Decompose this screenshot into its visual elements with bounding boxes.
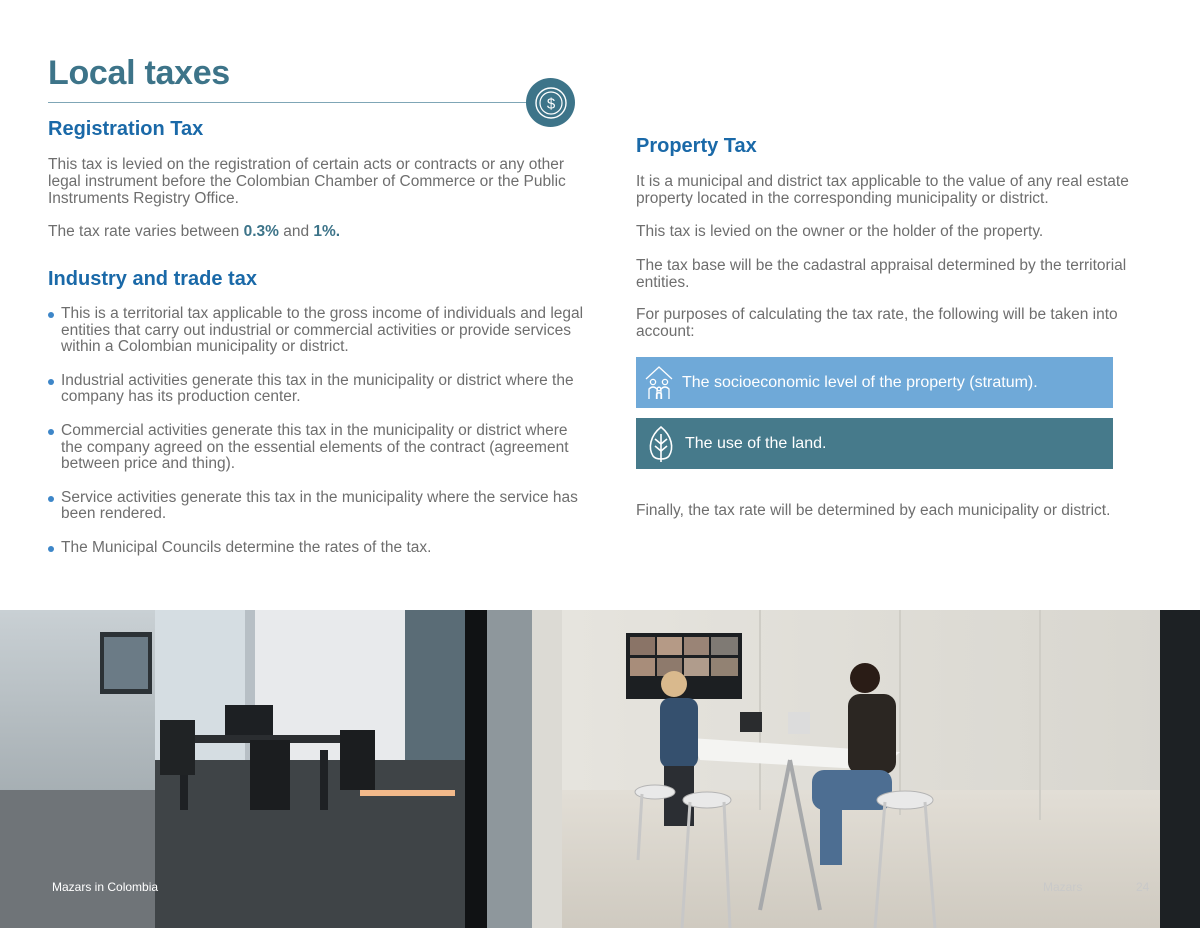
list-item: This is a territorial tax applicable to the gross income of individuals and legal entities that carry out industrial or commercial activities or provide services within a Colombian municipality or district. (48, 306, 588, 356)
stratum-factor-box (636, 357, 1113, 408)
leaf-icon (636, 418, 685, 469)
industry-trade-tax-heading: Industry and trade tax (48, 268, 257, 290)
family-icon (636, 357, 682, 408)
rate-and: and (278, 223, 314, 240)
property-tax-base: The tax base will be the cadastral appraisal determined by the territorial entities. (636, 257, 1127, 291)
stratum-factor-label: The socioeconomic level of the property (stratum). (682, 373, 1038, 391)
page-number: 24 (1136, 880, 1150, 894)
list-item: Service activities generate this tax in the municipality where the service has been rendered. (48, 490, 588, 523)
land-use-factor-label: The use of the land. (685, 434, 827, 452)
page-title: Local taxes (48, 54, 230, 92)
list-item: Industrial activities generate this tax in the municipality or district where the company has its production center. (48, 373, 588, 406)
rate-prefix: The tax rate varies between (48, 223, 244, 240)
rate-low: 0.3% (243, 223, 279, 240)
registration-tax-description: This tax is levied on the registration of certain acts or contracts or any other legal instrument before the Colombian Chamber of Commerce or the Public Instruments Registry Office. (48, 156, 566, 207)
bullet-icon (48, 546, 54, 552)
registration-tax-rate (48, 223, 578, 240)
property-tax-definition: It is a municipal and district tax applicable to the value of any real estate property located in the corresponding municipality or district. (636, 173, 1129, 207)
bullet-icon (48, 379, 54, 385)
list-item: Commercial activities generate this tax in the municipality or district where the company agreed on the essential elements of the contract (agreement between price and thing). (48, 423, 588, 473)
footer-section-label: Mazars in Colombia (52, 880, 159, 894)
office-meeting-photo (0, 610, 1200, 928)
list-item: The Municipal Councils determine the rates of the tax. (48, 540, 588, 557)
svg-text:$: $ (546, 95, 555, 112)
property-tax-taxpayer: This tax is levied on the owner or the holder of the property. (636, 223, 1044, 240)
property-tax-heading: Property Tax (636, 135, 757, 157)
rate-high: 1%. (313, 223, 341, 240)
title-divider (48, 102, 530, 103)
footer-brand: Mazars (1043, 880, 1083, 894)
industry-trade-tax-list (48, 306, 588, 574)
bullet-icon (48, 312, 54, 318)
registration-tax-heading: Registration Tax (48, 118, 204, 140)
money-icon (526, 78, 575, 127)
property-tax-rate-intro: For purposes of calculating the tax rate, the following will be taken into account: (636, 306, 1118, 340)
bullet-icon (48, 496, 54, 502)
bullet-icon (48, 429, 54, 435)
property-tax-conclusion: Finally, the tax rate will be determined by each municipality or district. (636, 502, 1111, 519)
land-use-factor-box (636, 418, 1113, 469)
